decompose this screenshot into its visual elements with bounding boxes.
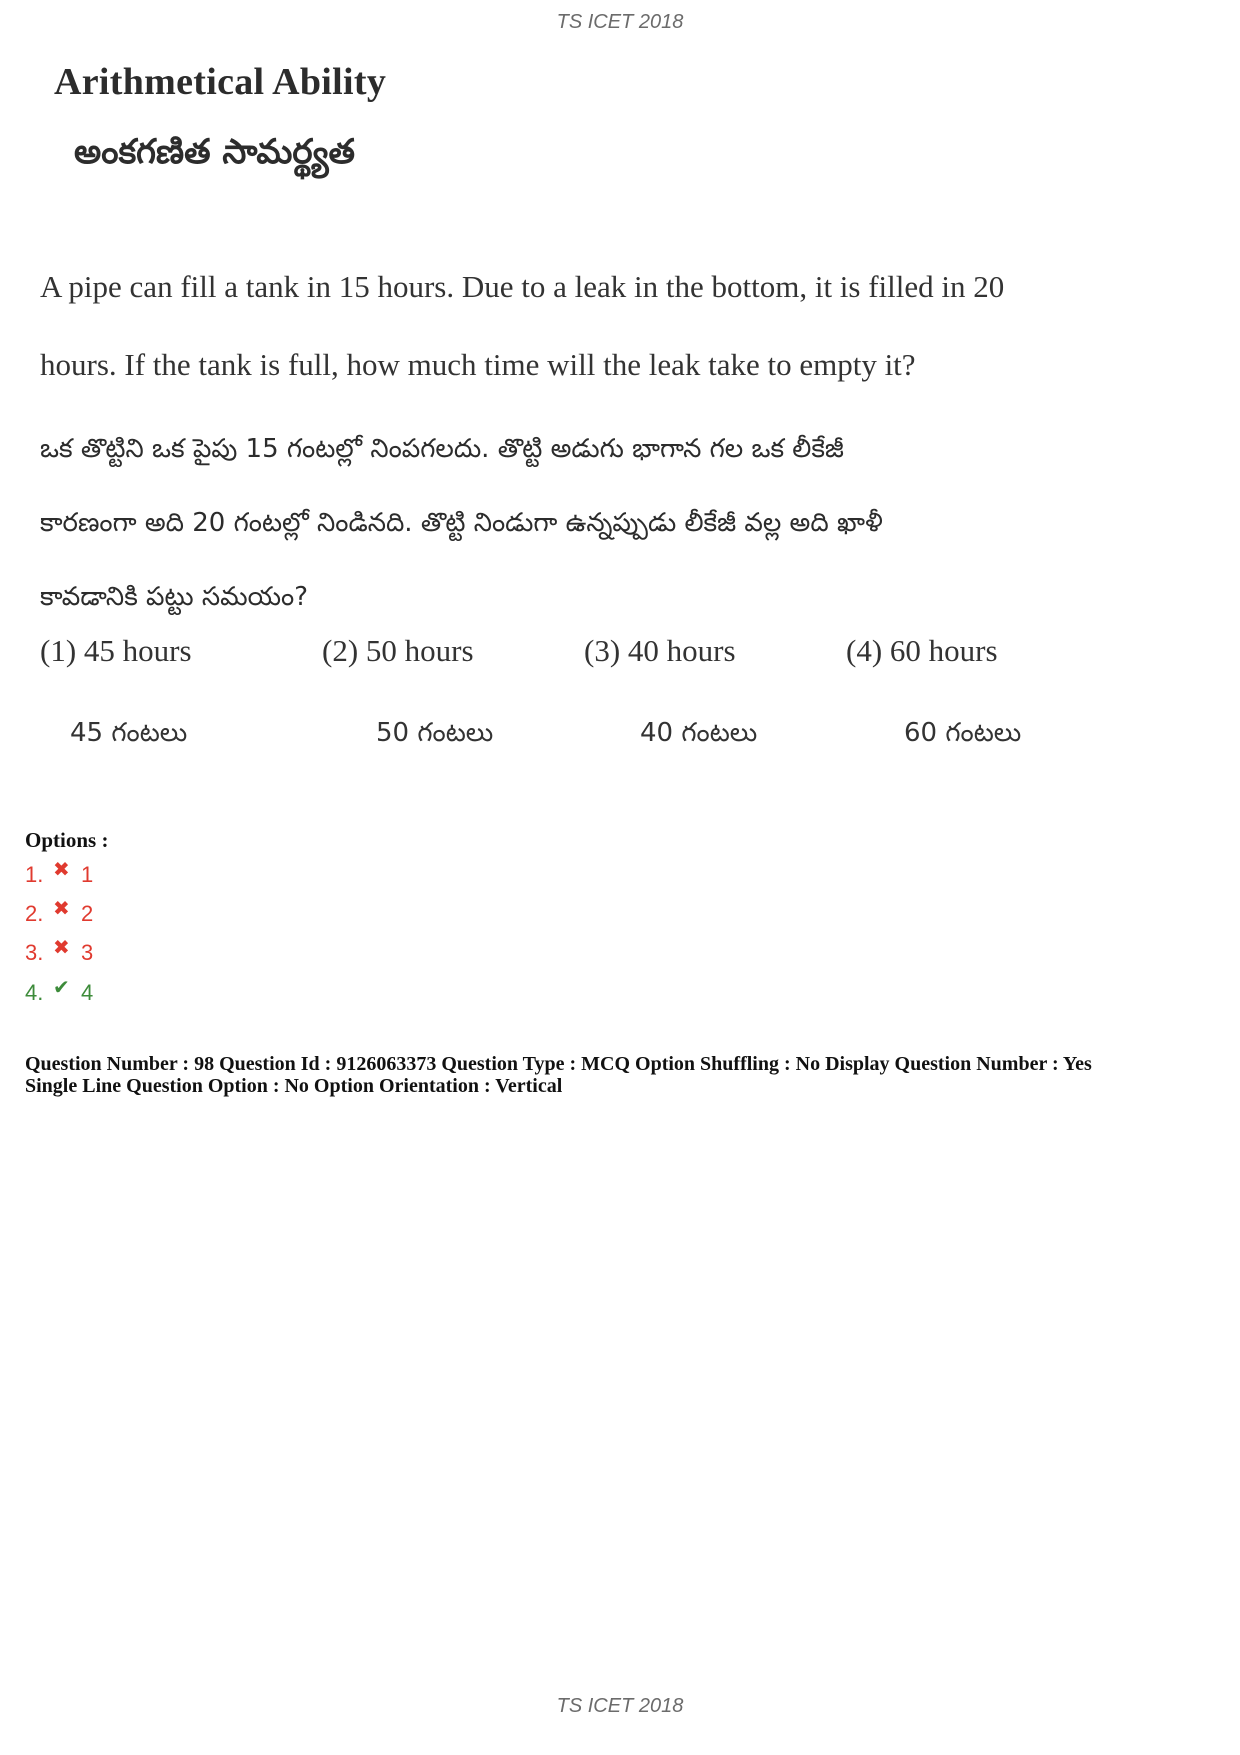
option-number: 4. [25,980,44,1005]
choice-1: (1) 45 hours [40,633,192,668]
cross-icon: ✖ [53,859,70,881]
metadata-line: Single Line Question Option : No Option Orientation : Vertical [25,1075,563,1097]
option-number: 3. [25,940,44,965]
choice-2: (2) 50 hours [322,633,474,668]
option-value: 1 [81,862,94,887]
question-line: hours. If the tank is full, how much time will the leak take to empty it? [40,347,916,382]
question-text-telugu [40,412,1200,634]
section-title-telugu: అంకగణిత సామర్థ్యత [74,132,355,172]
choice-3-telugu: 40 గంటలు [640,718,758,748]
cross-icon: ✖ [53,898,70,920]
option-item-4 [25,978,93,1008]
option-value: 4 [81,980,94,1005]
check-icon: ✔ [53,977,70,999]
option-number: 2. [25,901,44,926]
choices-english [40,633,1200,677]
choice-1-telugu: 45 గంటలు [70,718,188,748]
question-line: A pipe can fill a tank in 15 hours. Due to a leak in the bottom, it is filled in 20 [40,269,1005,304]
choice-4: (4) 60 hours [846,633,998,668]
option-item-1 [25,860,93,890]
question-metadata [25,1053,1225,1097]
choice-3: (3) 40 hours [584,633,736,668]
option-item-2 [25,899,93,929]
option-value: 2 [81,901,94,926]
choices-telugu [40,718,1200,762]
section-title: Arithmetical Ability [54,61,387,103]
option-number: 1. [25,862,44,887]
question-line-telugu: ఒక తొట్టిని ఒక పైపు 15 గంటల్లో నింపగలదు. తొట్టి అడుగు భాగాన గల ఒక లీకేజీ [40,434,844,464]
choice-2-telugu: 50 గంటలు [376,718,494,748]
metadata-line: Question Number : 98 Question Id : 9126063373 Question Type : MCQ Option Shuffling : No Display Question Number : Yes [25,1053,1092,1075]
question-text-english [40,248,1200,404]
option-item-3 [25,938,93,968]
running-header: TS ICET 2018 [556,11,684,33]
option-value: 3 [81,940,94,965]
question-line-telugu: కావడానికి పట్టు సమయం? [40,582,309,612]
running-footer: TS ICET 2018 [556,1695,684,1717]
options-label: Options : [25,828,109,852]
question-line-telugu: కారణంగా అది 20 గంటల్లో నిండినది. తొట్టి నిండుగా ఉన్నప్పుడు లీకేజీ వల్ల అది ఖాళీ [40,508,883,538]
choice-4-telugu: 60 గంటలు [904,718,1022,748]
cross-icon: ✖ [53,937,70,959]
